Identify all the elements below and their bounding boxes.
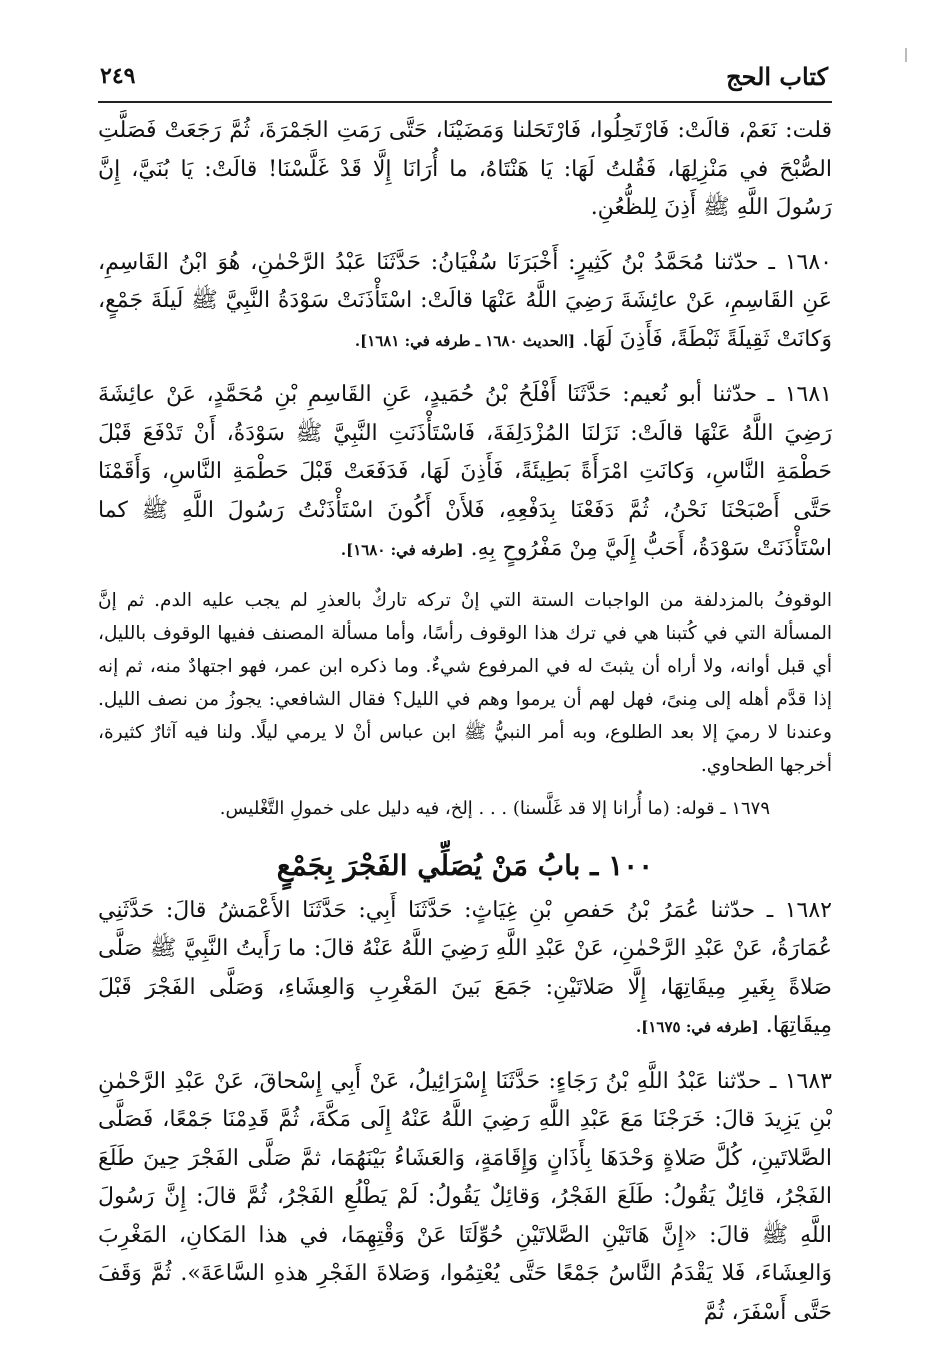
header-rule [98,101,832,103]
note-1679: ١٦٧٩ ـ قوله: (ما أُرانا إلا قد غَلَّسنا) . . . إلخ، فيه دليل على خمولِ التَّغْليس. [219,797,770,819]
hadith-1679-continuation: قلت: نَعَمْ، قالَتْ: فَارْتَحِلُوا، فَارْتَحَلنا وَمَضَيْنَا، حَتَّى رَمَتِ الجَمْرَةَ، ثُمَّ رَجَعَتْ فَصَلَّتِ الصُّبْحَ في مَنْزِلِهَا، فَقُلتُ لَهَا: يَا هَنْتَاهُ، ما أُرَانَا إِلَّا قَدْ غَلَّسْنَا! قالَتْ: يَا بُنَيَّ، إِنَّ رَسُولَ اللَّهِ ﷺ أَذِنَ لِلظُّعُنِ. [98,118,832,220]
hadith-1681 [98,376,832,570]
book-title: كتاب الحج [726,61,828,91]
scan-mark [905,48,907,62]
hadith-1682 [98,892,832,1047]
hadith-1682-reference: [طرفه في: ١٦٧٥]. [636,1018,759,1036]
hadith-1680-text: ١٦٨٠ ـ حدّثنا مُحَمَّدُ بْنُ كَثِيرٍ: أَخْبَرَنَا سُفْيَانُ: حَدَّثَنَا عَبْدُ الرَّحْمٰنِ، هُوَ ابْنُ القَاسِمِ، عَنِ القَاسِمِ، عَنْ عائِشَةَ رَضِيَ اللَّهُ عَنْهَا قالَتْ: اسْتَأْذَنَتْ سَوْدَةُ النَّبِيَّ ﷺ لَيلَةَ جَمْعٍ، وَكانَتْ ثَقِيلَةً ثَبْطَةً، فَأَذِنَ لَهَا. [98,249,832,352]
page-header [100,56,828,96]
page-number: ٢٤٩ [100,63,136,89]
hadith-1681-text: ١٦٨١ ـ حدّثنا أبو نُعيم: حَدَّثَنَا أَفْلَحُ بْنُ حُمَيدٍ، عَنِ القَاسِمِ بْنِ مُحَمَّدٍ، عَنْ عائِشَةَ رَضِيَ اللَّهُ عَنْهَا قالَتْ: نَزَلنَا المُزْدَلِفَةَ، فَاسْتَأْذَنَتِ النَّبِيَّ ﷺ سَوْدَةُ، أَنْ تَدْفَعَ قَبْلَ حَطْمَةِ النَّاسِ، وَكانَتِ امْرَأَةً بَطِيئَةً، فَأَذِنَ لَهَا، فَدَفَعَتْ قَبْلَ حَطْمَةِ النَّاسِ، وَأَقَمْنَا حَتَّى أَصْبَحْنَا نَحْنُ، ثُمَّ دَفَعْنَا بِدَفْعِهِ، فَلأَنْ أَكُونَ اسْتَأْذَنْتُ رَسُولَ اللَّهِ ﷺ كما اسْتَأْذَنَتْ سَوْدَةُ، أَحَبُّ إِلَيَّ مِنْ مَفْرُوحٍ بِهِ. [98,382,832,561]
chapter-title: ١٠٠ ـ بابُ مَنْ يُصَلِّي الفَجْرَ بِجَمْعٍ [276,848,654,882]
hadith-1682-text: ١٦٨٢ ـ حدّثنا عُمَرُ بْنُ حَفصِ بْنِ غِيَاثٍ: حَدَّثَنَا أَبِي: حَدَّثَنَا الأَعْمَشُ قالَ: حَدَّثَنِي عُمَارَةُ، عَنْ عَبْدِ الرَّحْمٰنِ، عَنْ عَبْدِ اللَّهِ رَضِيَ اللَّهُ عَنْهُ قالَ: ما رَأَيتُ النَّبِيَّ ﷺ صَلَّى صَلاةً بِغَيرِ مِيقَاتِهَا، إِلَّا صَلاتَيْنِ: جَمَعَ بَينَ المَغْرِبِ وَالعِشَاءِ، وَصَلَّى الفَجْرَ قَبْلَ مِيقَاتِهَا. [98,897,832,1038]
commentary-paragraph: الوقوفُ بالمزدلفة من الواجبات الستة التي إنْ تركه تاركٌ بالعذرِ لم يجب عليه الدم. ثم إنَّ المسألة التي في كُتبنا هي في ترك هذا الوقوف رأسًا، وأما مسألة المصنف ففيها الوقوف بالليل، أي قبل أوانه، ولا أراه أن يثبتَ له في المرفوع شيءٌ. وما ذكره ابن عمر، فهو اجتهادٌ منه، ثم إنه إذا قدَّم أهله إلى مِنىً، فهل لهم أن يرموا وهم في الليل؟ فقال الشافعي: يجوزُ من نصف الليل. وعندنا لا رميَ إلا بعد الطلوع، وبه أمر النبيُّ ﷺ ابن عباس أنْ لا يرمي ليلًا. ولنا فيه آثارٌ كثيرة، أخرجها الطحاوي. [98,589,832,776]
hadith-1681-reference: [طرفه في: ١٦٨٠]. [340,541,464,559]
hadith-1680 [98,244,832,361]
hadith-1683: ١٦٨٣ ـ حدّثنا عَبْدُ اللَّهِ بْنُ رَجَاءٍ: حَدَّثَنَا إِسْرَائِيلُ، عَنْ أَبِي إِسْحاقَ، عَنْ عَبْدِ الرَّحْمٰنِ بْنِ يَزِيدَ قالَ: خَرَجْنَا مَعَ عَبْدِ اللَّهِ رَضِيَ اللَّهُ عَنْهُ إِلَى مَكَّةَ، ثُمَّ قَدِمْنَا جَمْعًا، فَصَلَّى الصَّلاتَينِ، كُلَّ صَلاةٍ وَحْدَهَا بِأَذَانٍ وَإِقَامَةٍ، وَالعَشَاءُ بَيْنَهُمَا، ثمَّ صَلَّى الفَجْرَ حِينَ طَلَعَ الفَجْرُ، قائِلٌ يَقُولُ: طَلَعَ الفَجْرُ، وَقائِلٌ يَقُولُ: لَمْ يَطْلُعِ الفَجْرُ، ثُمَّ قالَ: إِنَّ رَسُولَ اللَّهِ ﷺ قالَ: «إِنَّ هَاتَيْنِ الصَّلاتَيْنِ حُوِّلَتَا عَنْ وَقْتِهِمَا، في هذا المَكانِ، المَغْرِبَ وَالعِشَاءَ، فَلا يَقْدَمُ النَّاسُ جَمْعًا حَتَّى يُعْتِمُوا، وَصَلاةَ الفَجْرِ هذهِ السَّاعَةَ». ثُمَّ وَقَفَ حَتَّى أَسْفَرَ، ثُمَّ [98,1068,832,1325]
hadith-1680-reference: [الحديث ١٦٨٠ ـ طرفه في: ١٦٨١]. [354,331,576,350]
page-body [98,112,832,1332]
